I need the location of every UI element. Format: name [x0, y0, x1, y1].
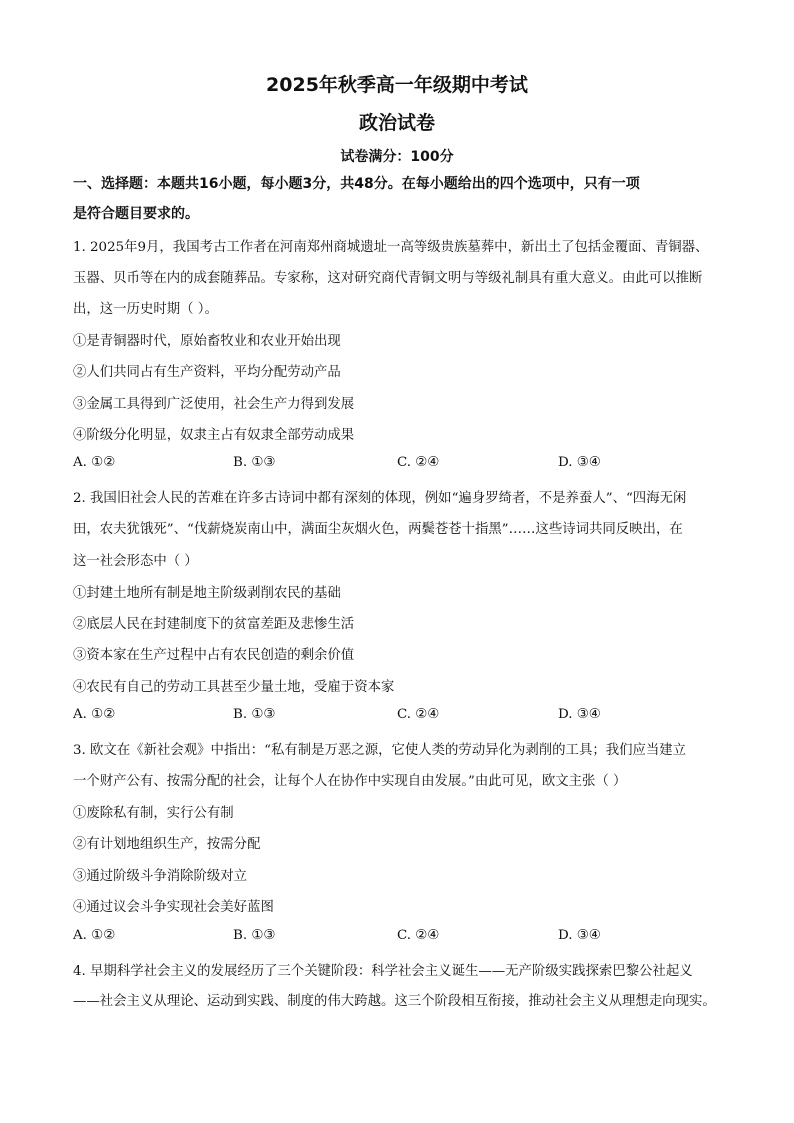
q2-statement-1: ①封建土地所有制是地主阶级剥削农民的基础 [73, 586, 341, 601]
total-score: 试卷满分：100分 [340, 149, 454, 165]
q1-option-a[interactable]: A. ①② [73, 455, 116, 470]
q4-stem-line-1: 4. 早期科学社会主义的发展经历了三个关键阶段：科学社会主义诞生——无产阶级实践探索巴黎公社起义 [73, 964, 693, 979]
q1-stem-line-1: 1. 2025年9月，我国考古工作者在河南郑州商城遗址一高等级贵族墓葬中，新出土了包括金覆面、青铜器、 [73, 240, 709, 255]
q2-stem-line-2: 田，农夫犹饿死”、“伐薪烧炭南山中，满面尘灰烟火色，两鬓苍苍十指黑”……这些诗词共同反映出，在 [73, 522, 683, 537]
q2-option-c[interactable]: C. ②④ [397, 707, 440, 722]
subject-title: 政治试卷 [358, 112, 435, 134]
q1-statement-2: ②人们共同占有生产资料，平均分配劳动产品 [73, 365, 341, 380]
q1-statement-3: ③金属工具得到广泛使用，社会生产力得到发展 [73, 397, 355, 412]
q3-statement-3: ③通过阶级斗争消除阶级对立 [73, 869, 248, 884]
q3-stem-line-2: 一个财产公有、按需分配的社会，让每个人在协作中实现自由发展。”由此可见，欧文主张（ ） [73, 774, 627, 789]
q2-stem-line-3: 这一社会形态中（ ） [73, 554, 198, 569]
q3-stem-line-1: 3. 欧文在《新社会观》中指出：“私有制是万恶之源，它使人类的劳动异化为剥削的工具；我们应当建立 [73, 743, 687, 758]
exam-title: 2025年秋季高一年级期中考试 [266, 74, 528, 96]
q1-stem-line-3: 出，这一历史时期（ ）。 [73, 302, 218, 317]
q1-option-d[interactable]: D. ③④ [558, 455, 601, 470]
q3-option-b[interactable]: B. ①③ [233, 928, 276, 943]
q2-statement-3: ③资本家在生产过程中占有农民创造的剩余价值 [73, 648, 355, 663]
q1-option-b[interactable]: B. ①③ [233, 455, 276, 470]
q2-stem-line-1: 2. 我国旧社会人民的苦难在许多古诗词中都有深刻的体现，例如“遍身罗绮者，不是养蚕人”、“四海无闲 [73, 491, 687, 506]
q4-stem-line-2: ——社会主义从理论、运动到实践、制度的伟大跨越。这三个阶段相互衔接，推动社会主义从理想走向现实。 [73, 994, 716, 1009]
q3-statement-4: ④通过议会斗争实现社会美好蓝图 [73, 900, 274, 915]
q2-option-a[interactable]: A. ①② [73, 707, 116, 722]
q1-statement-1: ①是青铜器时代，原始畜牧业和农业开始出现 [73, 334, 341, 349]
q2-option-d[interactable]: D. ③④ [558, 707, 601, 722]
q1-statement-4: ④阶级分化明显，奴隶主占有奴隶全部劳动成果 [73, 428, 355, 443]
q3-statement-1: ①废除私有制，实行公有制 [73, 806, 234, 821]
q3-option-c[interactable]: C. ②④ [397, 928, 440, 943]
section-heading-line-2: 是符合题目要求的。 [73, 206, 199, 222]
q3-statement-2: ②有计划地组织生产，按需分配 [73, 837, 261, 852]
section-heading-line-1: 一、选择题：本题共16小题，每小题3分，共48分。在每小题给出的四个选项中，只有一项 [73, 176, 640, 192]
q3-option-d[interactable]: D. ③④ [558, 928, 601, 943]
q2-statement-2: ②底层人民在封建制度下的贫富差距及悲惨生活 [73, 617, 355, 632]
q3-option-a[interactable]: A. ①② [73, 928, 116, 943]
q1-option-c[interactable]: C. ②④ [397, 455, 440, 470]
q2-statement-4: ④农民有自己的劳动工具甚至少量土地，受雇于资本家 [73, 680, 395, 695]
q1-stem-line-2: 玉器、贝币等在内的成套随葬品。专家称，这对研究商代青铜文明与等级礼制具有重大意义。由此可以推断 [73, 271, 703, 286]
q2-option-b[interactable]: B. ①③ [233, 707, 276, 722]
